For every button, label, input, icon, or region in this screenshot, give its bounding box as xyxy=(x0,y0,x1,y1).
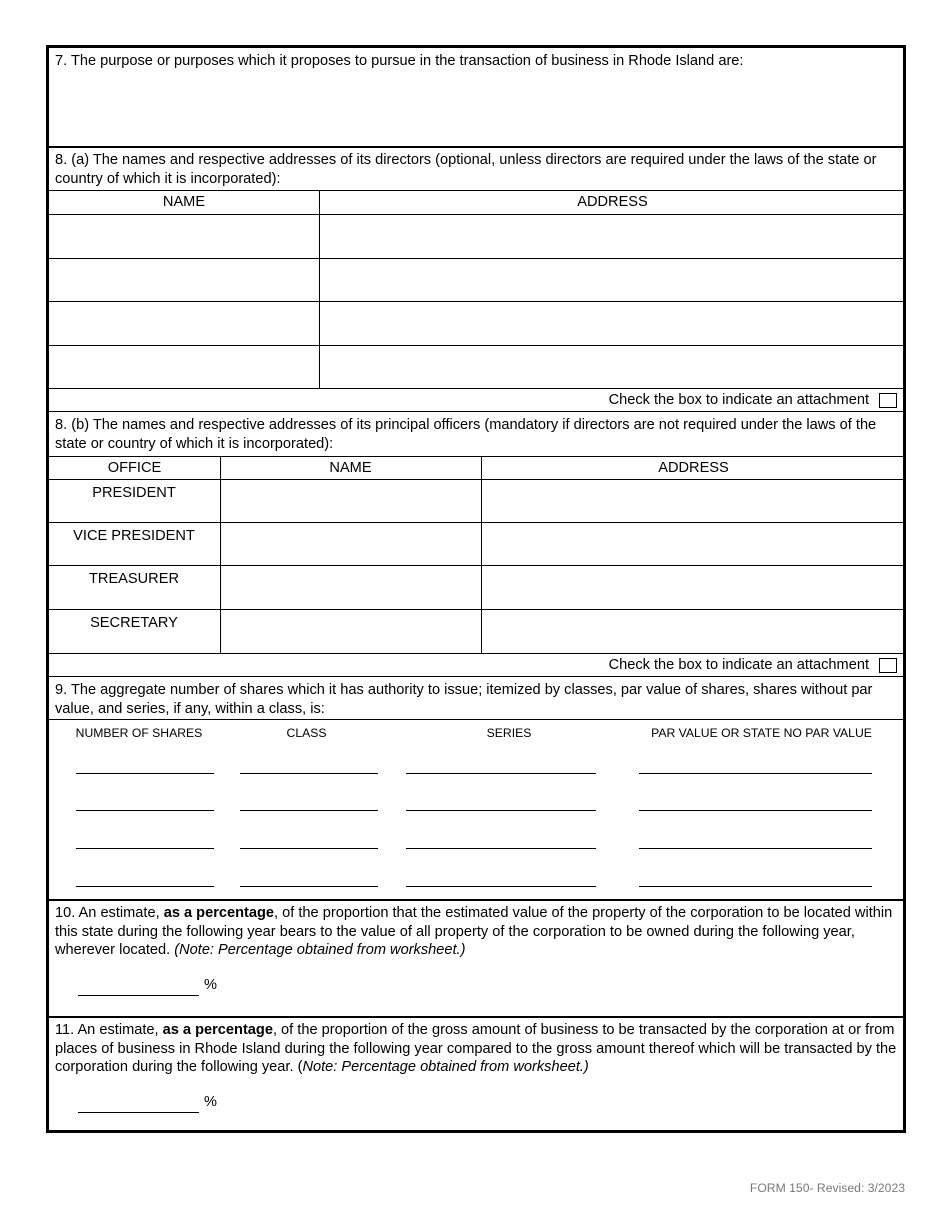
divider xyxy=(49,190,903,191)
q8a-col-name: NAME xyxy=(162,194,206,210)
q9-col-series: SERIES xyxy=(486,726,532,740)
class-field[interactable] xyxy=(240,773,378,774)
divider xyxy=(49,456,903,457)
q11-text: 11. An estimate, as a percentage, of the proportion of the gross amount of business to be transacted by the corporation at or from places of business in Rhode Island during the following year compared to the gross amount thereof which will be transacted by the corporation during the following year. (Note: Percentage obtained from worksheet.) xyxy=(55,1022,897,1075)
q11-percent-sign: % xyxy=(204,1094,217,1110)
par-value-field[interactable] xyxy=(639,886,872,887)
q7-text: 7. The purpose or purposes which it proposes to pursue in the transaction of business in Rhode Island are: xyxy=(55,53,744,69)
q8a-attachment-checkbox[interactable] xyxy=(879,393,897,408)
series-field[interactable] xyxy=(406,886,596,887)
form-page xyxy=(46,45,906,1133)
director-row-line xyxy=(49,345,903,346)
q9-col-par: PAR VALUE OR STATE NO PAR VALUE xyxy=(651,726,872,740)
q8b-col-office: OFFICE xyxy=(107,460,162,476)
divider xyxy=(49,899,903,901)
divider xyxy=(49,1016,903,1018)
par-value-field[interactable] xyxy=(639,848,872,849)
officer-row-line xyxy=(49,609,903,610)
divider xyxy=(49,479,903,480)
q8b-col-address: ADDRESS xyxy=(658,460,729,476)
officer-row-line xyxy=(49,522,903,523)
q9-col-class: CLASS xyxy=(286,726,327,740)
office-president: PRESIDENT xyxy=(92,485,176,501)
director-row-line xyxy=(49,258,903,259)
divider xyxy=(49,146,903,148)
q10-text: 10. An estimate, as a percentage, of the proportion that the estimated value of the property of the corporation to be located within this state during the following year bears to the value of all property of the corporation to be owned during the following year, wherever located. (Note: Percentage obtained from worksheet.) xyxy=(55,905,893,958)
q8b-text: 8. (b) The names and respective addresses of its principal officers (mandatory if directors are not required under the laws of the state or country of which it is incorporated): xyxy=(55,417,877,452)
director-row-line xyxy=(49,301,903,302)
shares-field[interactable] xyxy=(76,848,214,849)
divider xyxy=(49,411,903,412)
divider xyxy=(49,214,903,215)
column-divider xyxy=(319,190,320,388)
q9-text: 9. The aggregate number of shares which it has authority to issue; itemized by classes, par value of shares, shares without par value, and series, if any, within a class, is: xyxy=(55,682,873,717)
q9-col-shares: NUMBER OF SHARES xyxy=(75,726,203,740)
series-field[interactable] xyxy=(406,773,596,774)
office-treasurer: TREASURER xyxy=(88,571,179,587)
q8b-col-name: NAME xyxy=(329,460,372,476)
officer-row-line xyxy=(49,565,903,566)
divider xyxy=(49,676,903,677)
shares-field[interactable] xyxy=(76,810,214,811)
q10-percent-sign: % xyxy=(204,977,217,993)
office-secretary: SECRETARY xyxy=(90,615,178,631)
column-divider xyxy=(220,456,221,653)
q8b-attachment-label: Check the box to indicate an attachment xyxy=(608,657,869,673)
shares-field[interactable] xyxy=(76,773,214,774)
office-vice-president: VICE PRESIDENT xyxy=(73,528,195,544)
shares-field[interactable] xyxy=(76,886,214,887)
class-field[interactable] xyxy=(240,848,378,849)
q8a-text: 8. (a) The names and respective addresses of its directors (optional, unless directors are required under the laws of the state or country of which it is incorporated): xyxy=(55,152,877,187)
series-field[interactable] xyxy=(406,810,596,811)
form-footer: FORM 150- Revised: 3/2023 xyxy=(749,1181,905,1195)
class-field[interactable] xyxy=(240,810,378,811)
class-field[interactable] xyxy=(240,886,378,887)
column-divider xyxy=(481,456,482,653)
officer-row-line xyxy=(49,653,903,654)
q8a-col-address: ADDRESS xyxy=(577,194,648,210)
q8b-attachment-checkbox[interactable] xyxy=(879,658,897,673)
q11-percent-field[interactable] xyxy=(78,1112,199,1113)
divider xyxy=(49,719,903,720)
series-field[interactable] xyxy=(406,848,596,849)
q8a-attachment-label: Check the box to indicate an attachment xyxy=(608,392,869,408)
par-value-field[interactable] xyxy=(639,810,872,811)
director-row-line xyxy=(49,388,903,389)
q10-percent-field[interactable] xyxy=(78,995,199,996)
par-value-field[interactable] xyxy=(639,773,872,774)
